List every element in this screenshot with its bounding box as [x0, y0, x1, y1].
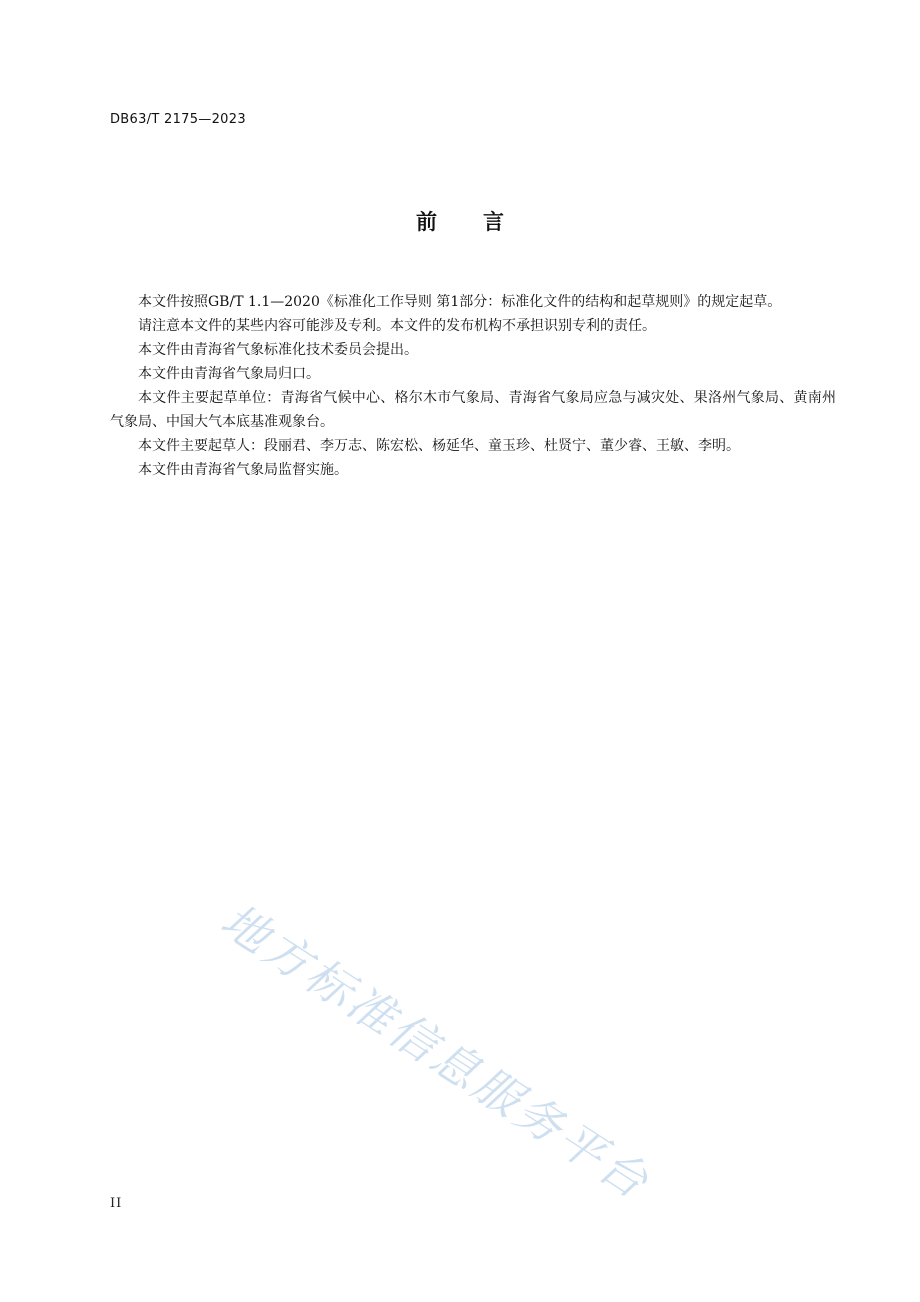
paragraph-drafting-rules: 本文件按照GB/T 1.1—2020《标准化工作导则 第1部分：标准化文件的结构和起草规则》的规定起草。: [138, 294, 782, 310]
paragraph-administrator: 本文件由青海省气象局归口。: [138, 366, 320, 382]
paragraph-patent-notice: 请注意本文件的某些内容可能涉及专利。本文件的发布机构不承担识别专利的责任。: [138, 318, 656, 334]
foreword-body: [110, 290, 836, 482]
paragraph-drafters: 本文件主要起草人：段丽君、李万志、陈宏松、杨延华、童玉珍、杜贤宁、董少睿、王敏、李明。: [138, 438, 740, 454]
document-code: DB63/T 2175—2023: [110, 112, 246, 127]
paragraph-drafting-units: 本文件主要起草单位：青海省气候中心、格尔木市气象局、青海省气象局应急与减灾处、果洛州气象局、黄南州气象局、中国大气本底基准观象台。: [110, 390, 836, 430]
watermark: 地方标准信息服务平台: [211, 892, 661, 1211]
paragraph-proposer: 本文件由青海省气象标准化技术委员会提出。: [138, 342, 418, 358]
page-number: II: [110, 1196, 123, 1211]
page-title: 前言: [416, 210, 550, 234]
paragraph-supervisor: 本文件由青海省气象局监督实施。: [138, 462, 348, 478]
